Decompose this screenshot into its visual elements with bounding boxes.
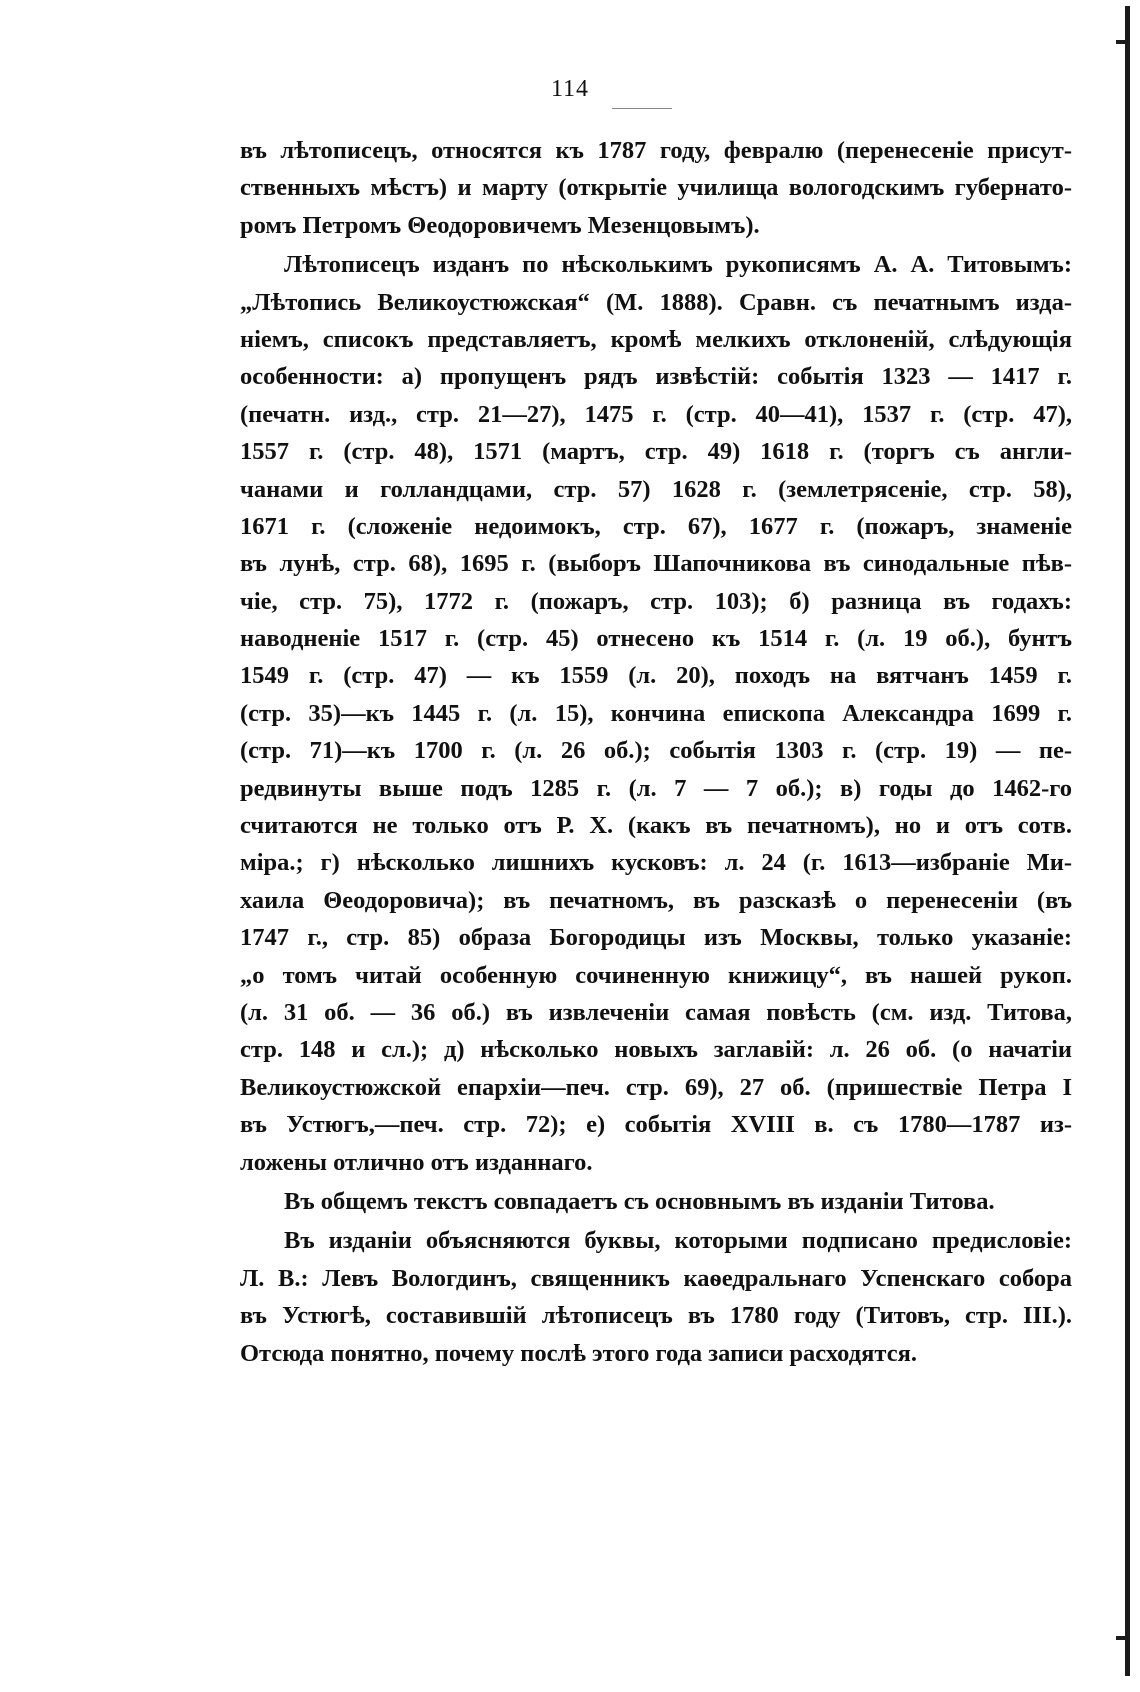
text-line: „о томъ читай особенную сочиненную книжицу“, въ нашей рукоп. [240,961,1072,989]
text-line: (л. 31 об. — 36 об.) въ извлеченіи самая повѣсть (см. изд. Титова, [240,998,1072,1026]
page-number-underline [612,108,672,109]
text-line: въ Устюгѣ, составившій лѣтописецъ въ 1780 году (Титовъ, стр. III.). [240,1302,1072,1330]
text-line: Отсюда понятно, почему послѣ этого года записи расходятся. [240,1339,917,1367]
page-edge-notch [1116,40,1130,44]
text-line: ственныхъ мѣстъ) и марту (открытіе училища вологодскимъ губернато- [240,174,1072,202]
text-line: ложены отлично отъ изданнаго. [240,1148,593,1176]
text-line: особенности: а) пропущенъ рядъ извѣстій: событія 1323 — 1417 г. [240,363,1072,391]
text-line: ніемъ, списокъ представляетъ, кромѣ мелкихъ отклоненій, слѣдующія [240,325,1072,353]
text-line: (стр. 71)—къ 1700 г. (л. 26 об.); событія 1303 г. (стр. 19) — пе- [240,737,1072,765]
text-line: редвинуты выше подъ 1285 г. (л. 7 — 7 об.); в) годы до 1462-го [240,774,1072,802]
text-line: 1671 г. (сложеніе недоимокъ, стр. 67), 1677 г. (пожаръ, знаменіе [240,512,1072,540]
page-edge-notch [1116,1636,1130,1640]
text-line: Великоустюжской епархіи—печ. стр. 69), 27 об. (пришествіе Петра I [240,1073,1072,1101]
page-edge-rule [1125,6,1130,1676]
text-line: міра.; г) нѣсколько лишнихъ кусковъ: л. 24 (г. 1613—избраніе Ми- [240,849,1072,877]
body-text [240,132,1072,1372]
text-line: наводненіе 1517 г. (стр. 45) отнесено къ 1514 г. (л. 19 об.), бунтъ [240,625,1072,653]
text-line: въ лѣтописецъ, относятся къ 1787 году, февралю (перенесеніе присут- [240,137,1072,164]
text-line: 1747 г., стр. 85) образа Богородицы изъ Москвы, только указаніе: [240,924,1072,952]
text-line: считаются не только отъ Р. Х. (какъ въ печатномъ), но и отъ сотв. [240,812,1072,840]
text-line: 1549 г. (стр. 47) — къ 1559 (л. 20), походъ на вятчанъ 1459 г. [240,662,1072,690]
text-line: Въ изданіи объясняются буквы, которыми подписано предисловіе: [284,1227,1072,1255]
text-line: чіе, стр. 75), 1772 г. (пожаръ, стр. 103); б) разница въ годахъ: [240,587,1072,615]
text-line: (печатн. изд., стр. 21—27), 1475 г. (стр. 40—41), 1537 г. (стр. 47), [240,400,1072,428]
text-line: въ лунѣ, стр. 68), 1695 г. (выборъ Шапочникова въ синодальные пѣв- [240,550,1072,578]
text-line: „Лѣтопись Великоустюжская“ (М. 1888). Сравн. съ печатнымъ изда- [240,288,1072,316]
text-line: хаила Θеодоровича); въ печатномъ, въ разсказѣ о перенесеніи (въ [240,886,1072,914]
text-line: Въ общемъ текстъ совпадаетъ съ основнымъ въ изданіи Титова. [284,1187,995,1215]
text-line: въ Устюгъ,—печ. стр. 72); е) событія XVIII в. съ 1780—1787 из- [240,1111,1072,1139]
page-number: 114 [550,76,590,102]
text-line: (стр. 35)—къ 1445 г. (л. 15), кончина епископа Александра 1699 г. [240,699,1072,727]
text-line: 1557 г. (стр. 48), 1571 (мартъ, стр. 49) 1618 г. (торгъ съ англи- [240,438,1072,466]
text-line: стр. 148 и сл.); д) нѣсколько новыхъ заглавій: л. 26 об. (о начатіи [240,1036,1072,1064]
text-line: Л. В.: Левъ Вологдинъ, священникъ каѳедральнаго Успенскаго собора [240,1264,1072,1292]
text-line: чанами и голландцами, стр. 57) 1628 г. (землетрясеніе, стр. 58), [240,475,1072,503]
text-line: Лѣтописецъ изданъ по нѣсколькимъ рукописямъ А. А. Титовымъ: [284,251,1072,279]
text-line: ромъ Петромъ Θеодоровичемъ Мезенцовымъ). [240,211,760,239]
